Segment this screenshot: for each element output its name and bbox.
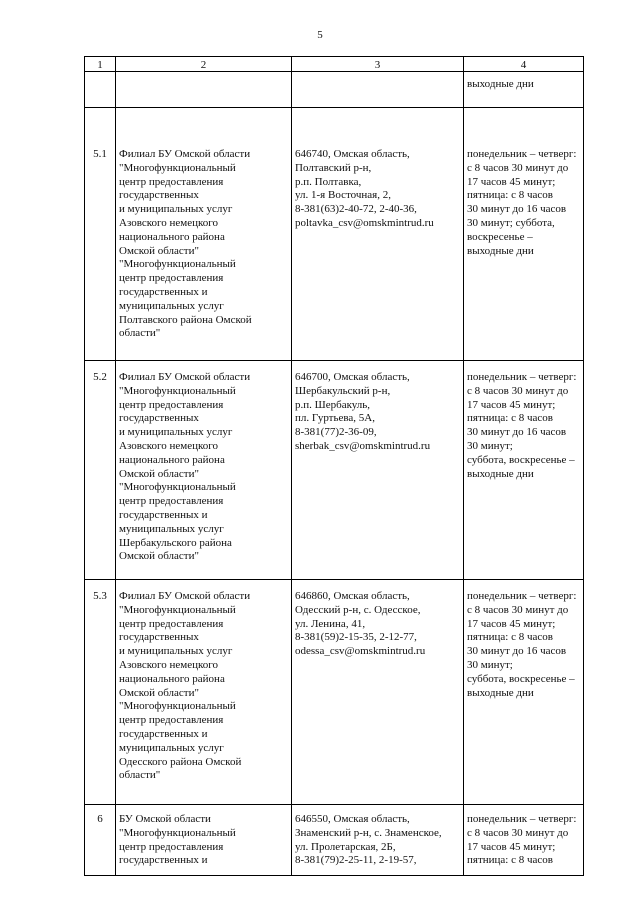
- text-line: пятница: с 8 часов: [467, 189, 553, 202]
- text-line: муниципальных услуг: [119, 741, 224, 754]
- text-line: понедельник – четверг:: [467, 590, 577, 602]
- text-line: государственных и: [119, 727, 208, 740]
- text-line: "Многофункциональный: [119, 258, 236, 271]
- text-line: национального района: [119, 453, 225, 466]
- text-line: 30 минут до 16 часов: [467, 645, 567, 658]
- office-schedule: [464, 361, 584, 580]
- header-cell-1: 1: [85, 57, 116, 72]
- text-line: 646860, Омская область,: [295, 590, 410, 602]
- text-line: Филиал БУ Омской области: [119, 371, 251, 383]
- text-line: пятница: с 8 часов: [467, 854, 553, 867]
- office-name: [116, 580, 292, 805]
- text-line: "Многофункциональный: [119, 481, 236, 494]
- continuation-cell-2: [116, 72, 292, 108]
- text-line: выходные дни: [467, 686, 534, 699]
- text-line: Азовского немецкого: [119, 439, 219, 452]
- text-line: Омской области": [119, 686, 199, 699]
- text-line: Омской области": [119, 244, 199, 257]
- text-line: Омской области": [119, 550, 199, 563]
- office-name: [116, 805, 292, 876]
- text-line: 30 минут до 16 часов: [467, 426, 567, 439]
- text-line: Азовского немецкого: [119, 658, 219, 671]
- text-line: пятница: с 8 часов: [467, 412, 553, 425]
- continuation-cell-1: [85, 72, 116, 108]
- text-line: государственных и: [119, 508, 208, 521]
- text-line: государственных и: [119, 854, 208, 867]
- text-line: национального района: [119, 230, 225, 243]
- row-number: 5.1: [85, 108, 116, 361]
- table-row: [85, 580, 584, 805]
- office-name: [116, 361, 292, 580]
- office-schedule: [464, 580, 584, 805]
- text-line: Филиал БУ Омской области: [119, 148, 251, 160]
- text-line: 646550, Омская область,: [295, 813, 410, 825]
- text-line: 646740, Омская область,: [295, 148, 410, 160]
- text-line: Азовского немецкого: [119, 216, 219, 229]
- row-number: 5.2: [85, 361, 116, 580]
- header-cell-2: 2: [116, 57, 292, 72]
- offices-table: [84, 56, 584, 876]
- text-line: понедельник – четверг:: [467, 148, 577, 160]
- text-line: Шербакульского района: [119, 536, 232, 549]
- text-line: 30 минут до 16 часов: [467, 203, 567, 216]
- text-line: понедельник – четверг:: [467, 371, 577, 383]
- text-line: государственных: [119, 189, 199, 202]
- office-schedule: [464, 108, 584, 361]
- text-line: пятница: с 8 часов: [467, 631, 553, 644]
- text-line: центр предоставления: [119, 617, 224, 630]
- text-line: р.п. Шербакуль,: [295, 398, 371, 411]
- text-line: 17 часов 45 минут;: [467, 175, 556, 188]
- text-line: области": [119, 327, 161, 340]
- text-line: 17 часов 45 минут;: [467, 398, 556, 411]
- text-line: 8-381(63)2-40-72, 2-40-36,: [295, 203, 417, 216]
- text-line: 646700, Омская область,: [295, 371, 410, 383]
- text-line: "Многофункциональный: [119, 384, 236, 397]
- text-line: пл. Гуртьева, 5А,: [295, 412, 376, 425]
- text-line: БУ Омской области: [119, 813, 211, 825]
- text-line: 30 минут;: [467, 658, 513, 671]
- continuation-cell-3: [292, 72, 464, 108]
- text-line: выходные дни: [467, 78, 534, 90]
- text-line: Одесский р-н, с. Одесское,: [295, 603, 421, 616]
- header-cell-3: 3: [292, 57, 464, 72]
- table-row: [85, 361, 584, 580]
- text-line: 30 минут;: [467, 439, 513, 452]
- text-line: центр предоставления: [119, 398, 224, 411]
- text-line: суббота, воскресенье –: [467, 672, 575, 685]
- text-line: и муниципальных услуг: [119, 426, 233, 439]
- table-header-row: [85, 57, 584, 72]
- text-line: центр предоставления: [119, 840, 224, 853]
- text-line: Филиал БУ Омской области: [119, 590, 251, 602]
- text-line: 30 минут; суббота,: [467, 216, 555, 229]
- text-line: "Многофункциональный: [119, 826, 236, 839]
- row-number: 6: [85, 805, 116, 876]
- text-line: odessa_csv@omskmintrud.ru: [295, 645, 426, 658]
- text-line: выходные дни: [467, 244, 534, 257]
- text-line: центр предоставления: [119, 714, 224, 727]
- continuation-row: [85, 72, 584, 108]
- text-line: понедельник – четверг:: [467, 813, 577, 825]
- text-line: с 8 часов 30 минут до: [467, 384, 569, 397]
- text-line: ул. 1-я Восточная, 2,: [295, 189, 391, 202]
- text-line: и муниципальных услуг: [119, 203, 233, 216]
- text-line: 8-381(59)2-15-35, 2-12-77,: [295, 631, 417, 644]
- table-row: [85, 108, 584, 361]
- text-line: sherbak_csv@omskmintrud.ru: [295, 439, 431, 452]
- office-address: [292, 805, 464, 876]
- text-line: с 8 часов 30 минут до: [467, 826, 569, 839]
- office-name: [116, 108, 292, 361]
- text-line: области": [119, 769, 161, 782]
- text-line: муниципальных услуг: [119, 522, 224, 535]
- table-row: [85, 805, 584, 876]
- text-line: центр предоставления: [119, 175, 224, 188]
- text-line: "Многофункциональный: [119, 161, 236, 174]
- office-address: [292, 580, 464, 805]
- text-line: ул. Пролетарская, 2Б,: [295, 840, 396, 853]
- text-line: национального района: [119, 672, 225, 685]
- text-line: с 8 часов 30 минут до: [467, 603, 569, 616]
- text-line: муниципальных услуг: [119, 299, 224, 312]
- text-line: "Многофункциональный: [119, 700, 236, 713]
- text-line: р.п. Полтавка,: [295, 175, 362, 188]
- text-line: центр предоставления: [119, 272, 224, 285]
- text-line: воскресенье –: [467, 230, 533, 243]
- continuation-schedule: [464, 72, 584, 108]
- text-line: государственных: [119, 631, 199, 644]
- row-number: 5.3: [85, 580, 116, 805]
- text-line: Омской области": [119, 467, 199, 480]
- office-address: [292, 361, 464, 580]
- text-line: 17 часов 45 минут;: [467, 840, 556, 853]
- text-line: poltavka_csv@omskmintrud.ru: [295, 216, 434, 229]
- text-line: 8-381(77)2-36-09,: [295, 426, 377, 439]
- text-line: государственных: [119, 412, 199, 425]
- text-line: Шербакульский р-н,: [295, 384, 391, 397]
- office-schedule: [464, 805, 584, 876]
- page-number: 5: [317, 29, 323, 41]
- text-line: "Многофункциональный: [119, 603, 236, 616]
- text-line: Одесского района Омской: [119, 755, 242, 768]
- text-line: суббота, воскресенье –: [467, 453, 575, 466]
- text-line: Знаменский р-н, с. Знаменское,: [295, 826, 442, 839]
- text-line: центр предоставления: [119, 495, 224, 508]
- text-line: и муниципальных услуг: [119, 645, 233, 658]
- text-line: ул. Ленина, 41,: [295, 617, 366, 630]
- text-line: с 8 часов 30 минут до: [467, 161, 569, 174]
- text-line: государственных и: [119, 285, 208, 298]
- office-address: [292, 108, 464, 361]
- text-line: 8-381(79)2-25-11, 2-19-57,: [295, 854, 417, 867]
- text-line: 17 часов 45 минут;: [467, 617, 556, 630]
- header-cell-4: 4: [464, 57, 584, 72]
- text-line: Полтавского района Омской: [119, 313, 252, 326]
- text-line: выходные дни: [467, 467, 534, 480]
- text-line: Полтавский р-н,: [295, 161, 372, 174]
